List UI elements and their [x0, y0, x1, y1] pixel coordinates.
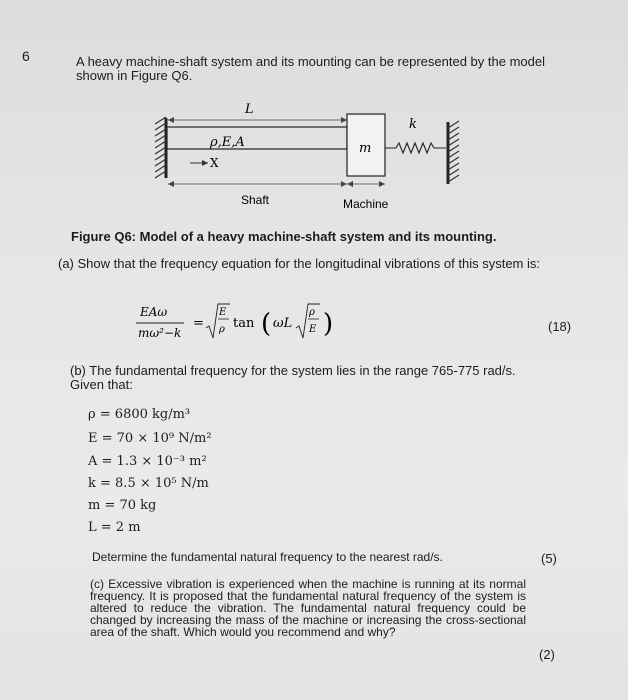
part-b-marks: (5) — [541, 551, 557, 566]
shaft-rect — [167, 127, 347, 149]
question-number: 6 — [22, 48, 30, 64]
sqrt-icon — [206, 304, 230, 338]
mass-label: m — [359, 141, 372, 156]
eq-lhs-denominator: mω²−k — [138, 326, 182, 340]
part-c-label: (c) — [90, 577, 104, 591]
x-coordinate-label: X — [210, 156, 219, 170]
part-a-marks: (18) — [548, 319, 572, 334]
spring-label: k — [409, 117, 417, 132]
eq-equals: = — [193, 316, 204, 331]
spring-icon — [385, 143, 446, 153]
length-label: L — [245, 102, 254, 117]
figure-caption: Figure Q6: Model of a heavy machine-shaft system and its mounting. — [71, 229, 497, 244]
part-b-text: The fundamental frequency for the system lies in the range 765-775 rad/s. Given that: — [70, 363, 516, 392]
part-c-text: Excessive vibration is experienced when the machine is running at its normal frequency. It is proposed that the fundamental natural frequency of the system is altered to reduce the vibration. The fundamental natural frequency could be changed by increasing the mass of the machine or increasing the cross-sectional area of the shaft. Which would you recommend and why? — [90, 577, 526, 639]
eq-sqrt2-E: E — [309, 324, 317, 335]
right-wall-icon — [448, 121, 459, 184]
part-a-label: (a) — [58, 256, 74, 271]
given-m: m = 70 kg — [88, 498, 157, 513]
eq-tan: tan — [233, 316, 255, 331]
eq-sqrt-rho: ρ — [219, 324, 225, 335]
eq-right-paren: ) — [323, 309, 334, 339]
shaft-properties-label: ρ,E,A — [210, 135, 245, 150]
part-b-determine: Determine the fundamental natural frequency to the nearest rad/s. — [92, 550, 443, 564]
eq-omegaL: ωL — [273, 316, 293, 331]
given-E: E = 70 × 10⁹ N/m² — [88, 431, 212, 446]
question-intro: A heavy machine-shaft system and its mounting can be represented by the model shown in Figure Q6. — [76, 54, 545, 83]
eq-sqrt-E: E — [219, 307, 227, 318]
figure-q6-diagram — [150, 100, 470, 220]
part-c — [90, 578, 526, 638]
part-b — [70, 364, 540, 392]
eq-lhs-numerator: EAω — [140, 305, 168, 319]
given-k: k = 8.5 × 10⁵ N/m — [88, 476, 209, 491]
sqrt-icon-2 — [296, 304, 320, 338]
eq-sqrt2-rho: ρ — [309, 307, 315, 318]
left-wall-icon — [155, 117, 166, 178]
shaft-caption: Shaft — [241, 193, 270, 207]
part-a-text: Show that the frequency equation for the longitudinal vibrations of this system is: — [77, 256, 540, 271]
frequency-equation — [130, 298, 360, 346]
given-A: A = 1.3 × 10⁻³ m² — [88, 454, 207, 469]
given-rho: ρ = 6800 kg/m³ — [88, 407, 191, 422]
part-a — [58, 256, 558, 271]
eq-left-paren: ( — [261, 309, 272, 339]
given-L: L = 2 m — [88, 520, 141, 535]
part-c-marks: (2) — [539, 647, 555, 662]
machine-caption: Machine — [343, 197, 389, 211]
part-b-label: (b) — [70, 363, 86, 378]
